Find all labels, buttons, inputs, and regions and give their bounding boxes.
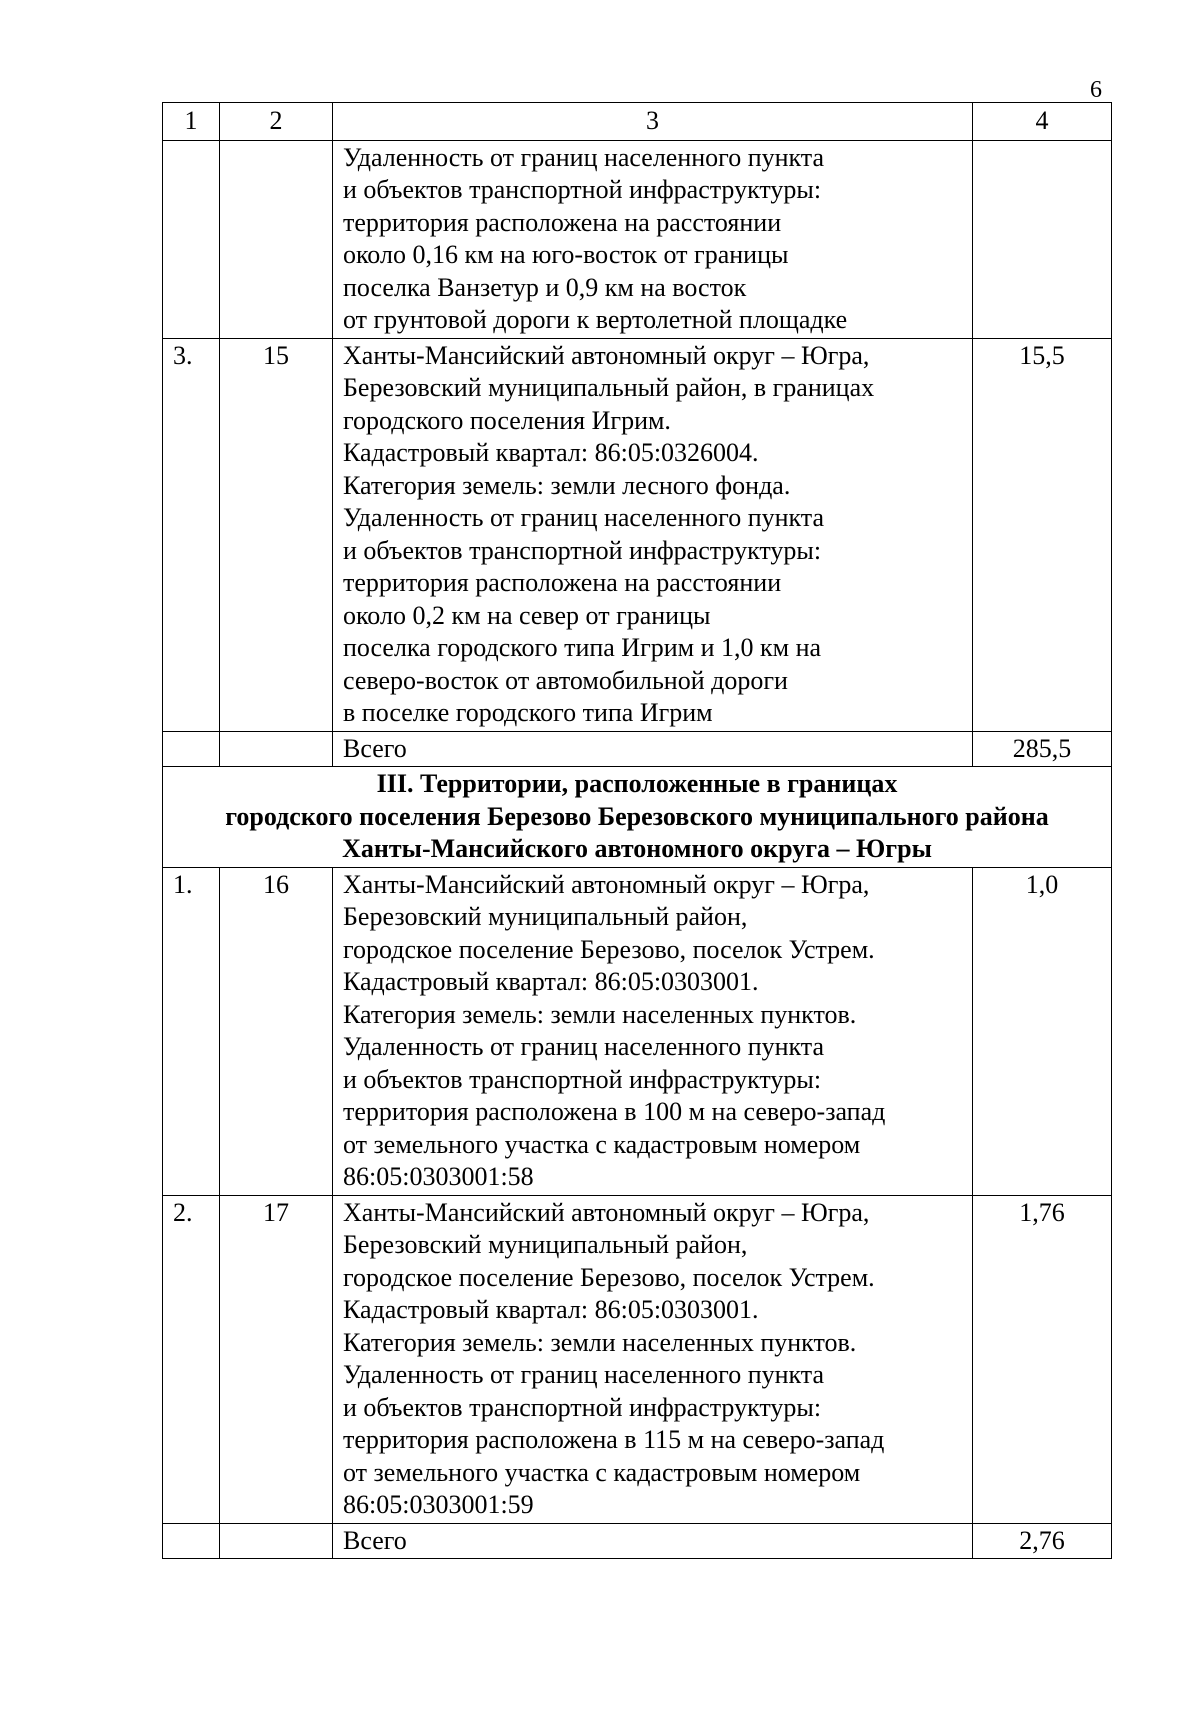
text-line: Ханты-Мансийского автономного округа – Югры <box>342 834 932 863</box>
text-line: городское поселение Березово, поселок Устрем. <box>343 934 875 964</box>
header-cell-1: 1 <box>163 103 220 141</box>
text-line: северо-восток от автомобильной дороги <box>343 665 788 695</box>
row-id-cell: 16 <box>220 867 333 1195</box>
text-line: территория расположена в 100 м на северо-запад <box>343 1097 886 1126</box>
table-row-15 <box>163 338 1112 731</box>
total-value: 285,5 <box>973 731 1112 767</box>
description-text <box>343 1197 962 1522</box>
row-area-cell: 15,5 <box>973 338 1112 731</box>
total-label: Всего <box>333 1523 973 1559</box>
text-line: Кадастровый квартал: 86:05:0326004. <box>343 438 759 467</box>
text-line: и объектов транспортной инфраструктуры: <box>343 535 822 565</box>
text-line: Удаленность от границ населенного пункта <box>343 503 825 532</box>
row-description-cell <box>333 140 973 338</box>
text-line: от земельного участка с кадастровым номером <box>343 1457 861 1487</box>
text-line: Березовский муниципальный район, <box>343 1230 748 1259</box>
text-line: и объектов транспортной инфраструктуры: <box>343 1064 822 1094</box>
row-description-cell <box>333 867 973 1195</box>
row-num-cell: 1. <box>163 867 220 1195</box>
description-text <box>343 869 962 1194</box>
row-num-cell <box>163 140 220 338</box>
row-num-cell: 2. <box>163 1195 220 1523</box>
text-line: Ханты-Мансийский автономный округ – Югра, <box>343 340 870 370</box>
row-description-cell <box>333 1195 973 1523</box>
total-label: Всего <box>333 731 973 767</box>
header-cell-2: 2 <box>220 103 333 141</box>
text-line: Кадастровый квартал: 86:05:0303001. <box>343 1295 759 1324</box>
text-line: территория расположена на расстоянии <box>343 568 782 597</box>
table-row-continuation <box>163 140 1112 338</box>
text-line: 86:05:0303001:59 <box>343 1490 534 1519</box>
row-area-cell: 1,76 <box>973 1195 1112 1523</box>
text-line: территория расположена на расстоянии <box>343 207 782 237</box>
table-row-16 <box>163 867 1112 1195</box>
text-line: и объектов транспортной инфраструктуры: <box>343 1392 822 1422</box>
text-line: III. Территории, расположенные в границах <box>376 769 898 798</box>
text-line: Ханты-Мансийский автономный округ – Югра, <box>343 869 870 899</box>
text-line: в поселке городского типа Игрим <box>343 698 713 727</box>
text-line: Категория земель: земли лесного фонда. <box>343 470 791 500</box>
row-description-cell <box>333 338 973 731</box>
row-id-cell: 15 <box>220 338 333 731</box>
row-id-cell <box>220 1523 333 1559</box>
text-line: Категория земель: земли населенных пунктов. <box>343 999 857 1029</box>
text-line: Кадастровый квартал: 86:05:0303001. <box>343 967 759 996</box>
section-heading-text <box>173 768 1101 866</box>
row-num-cell <box>163 731 220 767</box>
text-line: и объектов транспортной инфраструктуры: <box>343 175 822 204</box>
row-area-cell: 1,0 <box>973 867 1112 1195</box>
text-line: Удаленность от границ населенного пункта <box>343 1032 825 1061</box>
description-text <box>343 142 962 337</box>
table-header-row <box>163 103 1112 141</box>
row-id-cell: 17 <box>220 1195 333 1523</box>
text-line: городского поселения Березово Березовского муниципального района <box>225 801 1049 831</box>
text-line: около 0,2 км на север от границы <box>343 600 711 630</box>
row-num-cell: 3. <box>163 338 220 731</box>
header-cell-3: 3 <box>333 103 973 141</box>
text-line: поселка городского типа Игрим и 1,0 км на <box>343 633 822 662</box>
row-id-cell <box>220 731 333 767</box>
row-num-cell <box>163 1523 220 1559</box>
text-line: Удаленность от границ населенного пункта <box>343 142 825 172</box>
text-line: городского поселения Игрим. <box>343 405 671 435</box>
header-cell-4: 4 <box>973 103 1112 141</box>
text-line: Березовский муниципальный район, <box>343 902 748 931</box>
text-line: Категория земель: земли населенных пунктов. <box>343 1327 857 1357</box>
text-line: Ханты-Мансийский автономный округ – Югра, <box>343 1197 870 1227</box>
land-plots-table <box>162 102 1112 1559</box>
section-heading <box>163 767 1112 868</box>
row-area-cell <box>973 140 1112 338</box>
text-line: от грунтовой дороги к вертолетной площадке <box>343 305 848 334</box>
text-line: Березовский муниципальный район, в границах <box>343 373 875 402</box>
text-line: городское поселение Березово, поселок Устрем. <box>343 1262 875 1292</box>
row-id-cell <box>220 140 333 338</box>
total-value: 2,76 <box>973 1523 1112 1559</box>
text-line: территория расположена в 115 м на северо-запад <box>343 1425 885 1454</box>
text-line: 86:05:0303001:58 <box>343 1162 534 1191</box>
text-line: поселка Ванзетур и 0,9 км на восток <box>343 272 747 302</box>
page-number: 6 <box>1090 77 1102 103</box>
section-heading-row <box>163 767 1112 868</box>
text-line: Удаленность от границ населенного пункта <box>343 1360 825 1389</box>
table-row-17 <box>163 1195 1112 1523</box>
text-line: около 0,16 км на юго-восток от границы <box>343 240 789 269</box>
table-row-total-2 <box>163 1523 1112 1559</box>
description-text <box>343 340 962 730</box>
table-row-total-1 <box>163 731 1112 767</box>
text-line: от земельного участка с кадастровым номером <box>343 1129 861 1159</box>
